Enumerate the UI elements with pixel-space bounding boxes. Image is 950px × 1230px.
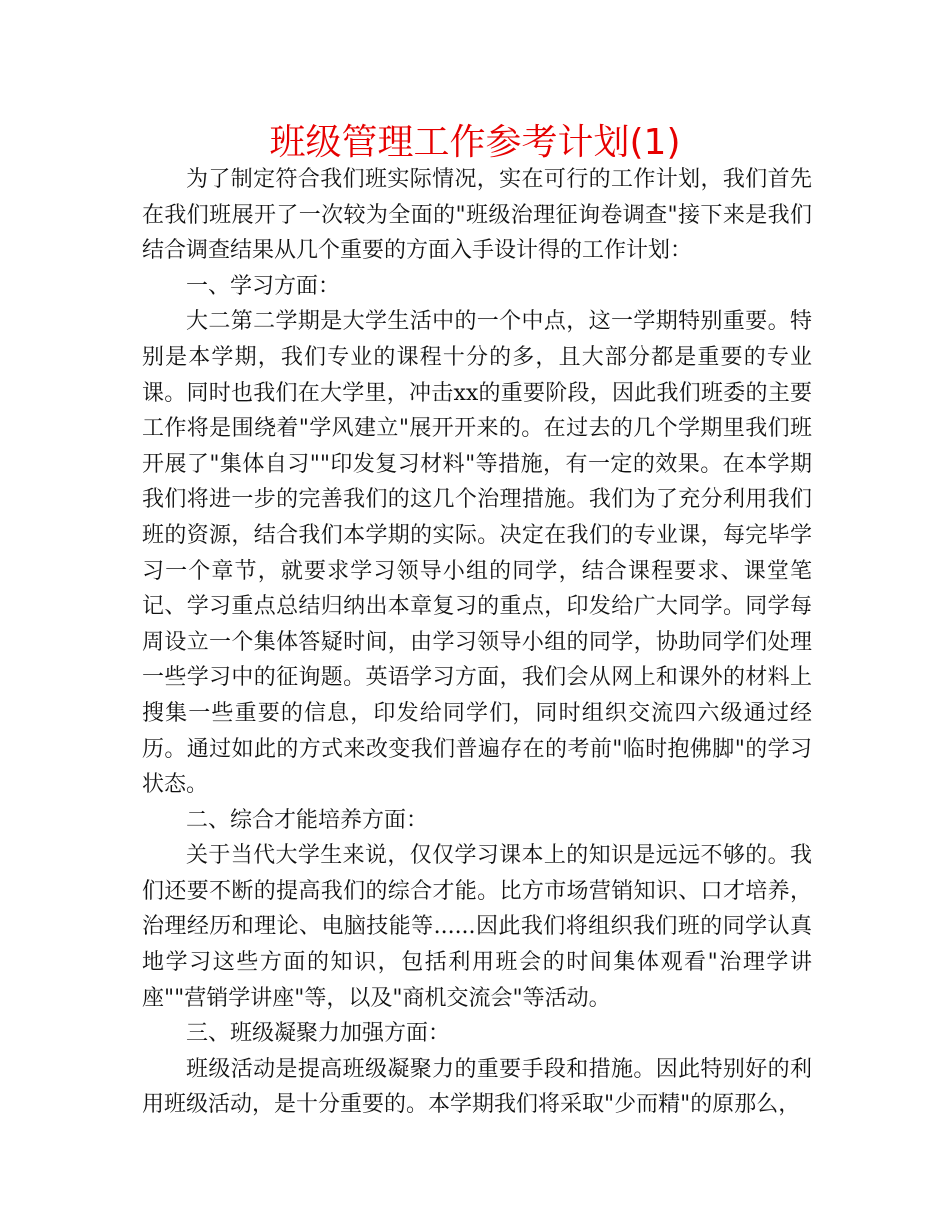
document-title: 班级管理工作参考计划(1) [269,122,681,163]
skills-paragraph: 关于当代大学生来说，仅仅学习课本上的知识是远远不够的。我们还要不断的提高我们的综合才能。比方市场营销知识、口才培养，治理经历和理论、电脑技能等......因此我们将组织我们班的同学认真地学习这些方面的知识，包括利用班会的时间集体观看"治理学讲座""营销学讲座"等，以及"商机交流会"等活动。 [142,843,812,1011]
study-paragraph: 大二第二学期是大学生活中的一个中点，这一学期特别重要。特别是本学期，我们专业的课程十分的多，且大部分都是重要的专业课。同时也我们在大学里，冲击xx的重要阶段，因此我们班委的主要工作将是围绕着"学风建立"展开开来的。在过去的几个学期里我们班开展了"集体自习""印发复习材料"等措施，有一定的效果。在本学期我们将进一步的完善我们的这几个治理措施。我们为了充分利用我们班的资源，结合我们本学期的实际。决定在我们的专业课，每完毕学习一个章节，就要求学习领导小组的同学，结合课程要求、课堂笔记、学习重点总结归纳出本章复习的重点，印发给广大同学。同学每周设立一个集体答疑时间，由学习领导小组的同学，协助同学们处理一些学习中的征询题。英语学习方面，我们会从网上和课外的材料上搜集一些重要的信息，印发给同学们，同时组织交流四六级通过经历。通过如此的方式来改变我们普遍存在的考前"临时抱佛脚"的学习状态。 [142,309,812,798]
intro-paragraph: 为了制定符合我们班实际情况，实在可行的工作计划，我们首先在我们班展开了一次较为全面的"班级治理征询卷调查"接下来是我们结合调查结果从几个重要的方面入手设计得的工作计划： [142,167,812,264]
section-heading-study: 一、学习方面： [186,273,341,299]
section-heading-skills: 二、综合才能培养方面： [186,807,429,833]
document-body [142,162,812,1123]
cohesion-paragraph: 班级活动是提高班级凝聚力的重要手段和措施。因此特别好的利用班级活动，是十分重要的。本学期我们将采取"少而精"的原那么， [142,1056,812,1118]
section-heading-cohesion: 三、班级凝聚力加强方面： [186,1021,451,1047]
